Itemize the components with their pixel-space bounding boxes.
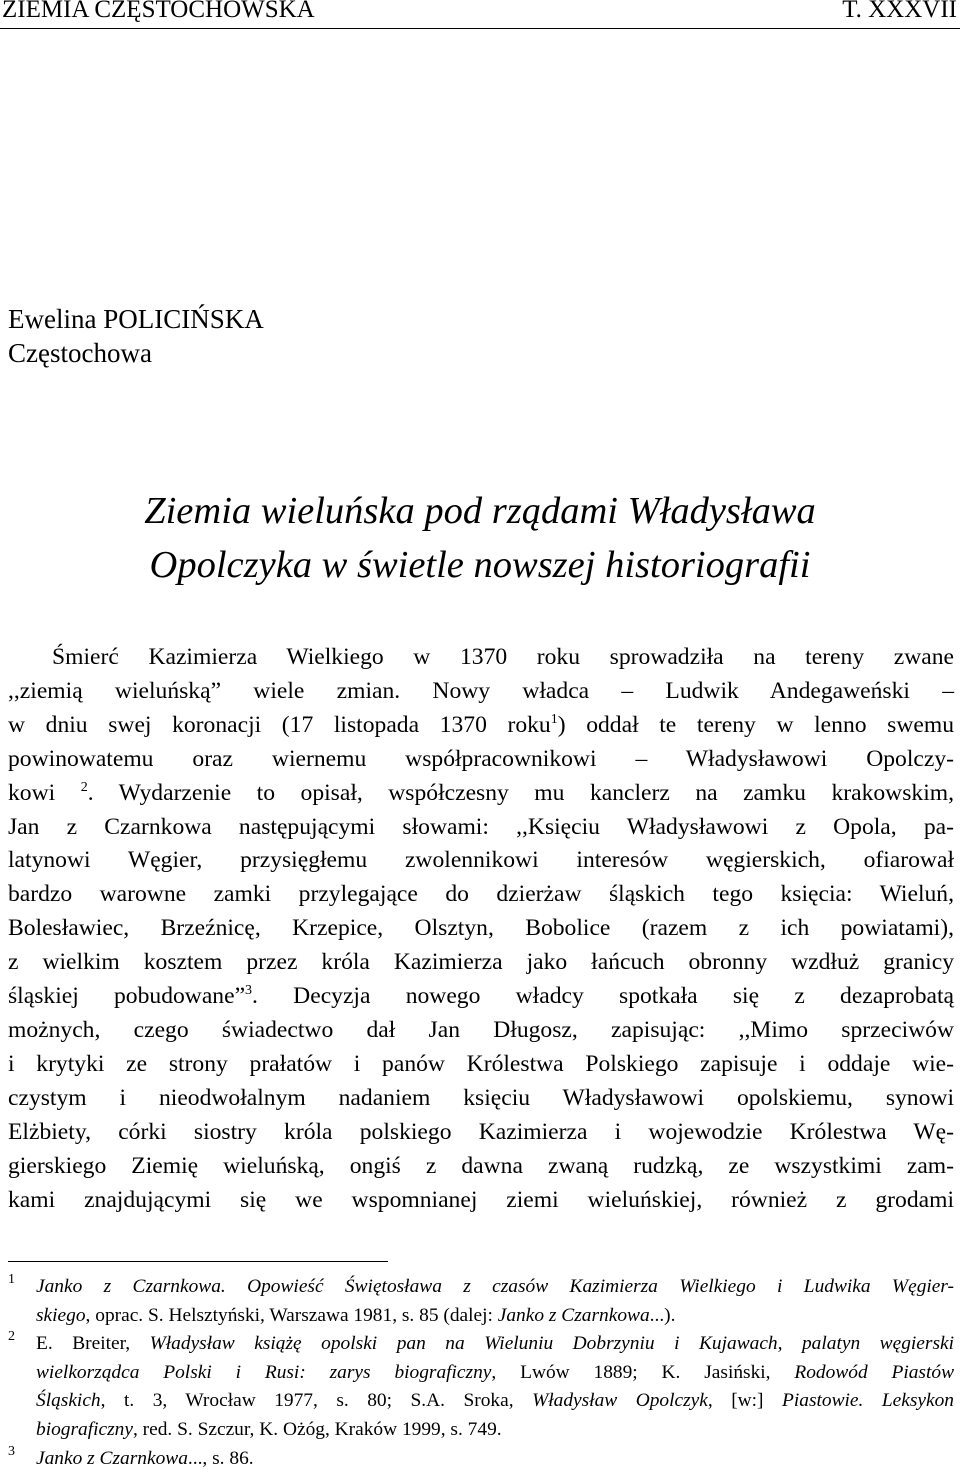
author-block (8, 302, 264, 370)
body-line: czystym i nieodwołalnym nadaniem księciu Władysławowi opolskiemu, synowi (8, 1084, 954, 1111)
article-body (8, 641, 954, 1217)
volume-number: T. XXXVII (842, 0, 957, 23)
footnotes (8, 1273, 954, 1473)
article-title (0, 484, 960, 592)
footnote-ref[interactable]: 2 (80, 779, 88, 795)
footnote-number: 2 (8, 1329, 15, 1345)
body-line: Bolesławiec, Brzeźnicę, Krzepice, Olsztyn, Bobolice (razem z ich powiatami), (8, 915, 954, 942)
body-line: kowi $^2$. Wydarzenie to opisał, współczesny mu kanclerz na zamku krakowskim, (8, 779, 955, 806)
footnote-divider (8, 1261, 388, 1262)
title-line-2: Opolczyka w świetle nowszej historiografii (149, 544, 811, 586)
body-line: z wielkim kosztem przez króla Kazimierza jako łańcuch obronny wzdłuż granicy (8, 949, 954, 976)
footnote-3: 3 Janko z Czarnkowa..., s. 86. (8, 1445, 954, 1474)
body-line: i krytyki ze strony prałatów i panów Królestwa Polskiego zapisuje i oddaje wie- (8, 1050, 954, 1077)
body-line: bardzo warowne zamki przylegające do dzierżaw śląskich tego księcia: Wieluń, (8, 881, 954, 908)
journal-title: ZIEMIA CZĘSTOCHOWSKA (2, 0, 315, 23)
author-name: Ewelina POLICIŃSKA (8, 304, 264, 334)
body-line: możnych, czego świadectwo dał Jan Długosz, zapisując: ,,Mimo sprzeciwów (8, 1016, 954, 1043)
footnote-2: 2 E. Breiter, Władysław książę opolski pan na Wieluniu Dobrzyniu i Kujawach, palatyn węgierski wielkorządca Polski i Rusi: zarys biograficzny, Lwów 1889; K. Jasiński, Rodowód Piastów Śląskich, t. 3, Wrocław 1977, s. 80; S.A. Sroka, Władysław Opolczyk, [w:] Piastowie. Leksykon biograficzny, red. S. Szczur, K. Ożóg, Kraków 1999, s. 749. (8, 1330, 954, 1444)
footnote-number: 1 (8, 1272, 15, 1287)
footnote-ref[interactable]: 1 (550, 711, 558, 727)
footnote-number: 3 (8, 1443, 15, 1459)
author-city: Częstochowa (8, 338, 152, 368)
footnote-ref[interactable]: 3 (245, 983, 253, 999)
body-line: ,,ziemią wieluńską” wiele zmian. Nowy władca – Ludwik Andegaweński – (8, 677, 954, 704)
body-line: kami znajdującymi się we wspomnianej ziemi wieluńskiej, również z grodami (8, 1186, 954, 1213)
body-line: śląskiej pobudowane”$^3$. Decyzja nowego władcy spotkała się z dezaprobatą (8, 983, 954, 1010)
body-line: latynowi Węgier, przysięgłemu zwolennikowi interesów węgierskich, ofiarował (8, 847, 954, 874)
body-line: w dniu swej koronacji (17 listopada 1370 roku$^1$) oddał te tereny w lenno swemu (8, 711, 954, 738)
body-line: Śmierć Kazimierza Wielkiego w 1370 roku sprowadziła na tereny zwane (52, 644, 954, 670)
footnote-1: 1 Janko z Czarnkowa. Opowieść Świętosława z czasów Kazimierza Wielkiego i Ludwika Węgier- skiego, oprac. S. Helsztyński, Warszawa 1981, s. 85 (dalej: Janko z Czarnkowa...). (8, 1273, 954, 1330)
body-line: Elżbiety, córki siostry króla polskiego Kazimierza i wojewodzie Królestwa Wę- (8, 1118, 954, 1145)
body-line: gierskiego Ziemię wieluńską, ongiś z dawna zwaną rudzką, ze wszystkimi zam- (8, 1152, 954, 1179)
title-line-1: Ziemia wieluńska pod rządami Władysława (144, 490, 816, 532)
running-header (0, 0, 960, 29)
body-line: Jan z Czarnkowa następującymi słowami: ,,Księciu Władysławowi z Opola, pa- (8, 813, 954, 840)
body-line: powinowatemu oraz wiernemu współpracownikowi – Władysławowi Opolczy- (8, 745, 954, 772)
